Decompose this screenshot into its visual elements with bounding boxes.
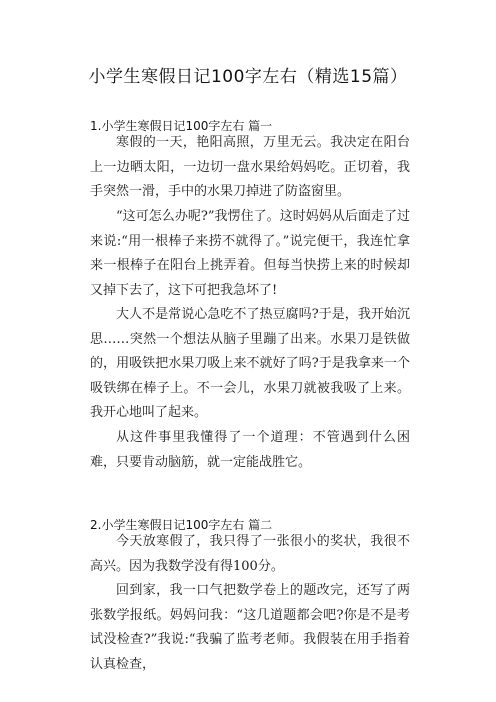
section-2-paragraph-2: 回到家，我一口气把数学卷上的题改完，还写了两张数学报纸。妈妈问我：“这几道题都会吧?你是不是考试没检查?”我说:“我骗了监考老师。我假装在用手指着认真检查，: [90, 583, 410, 672]
document-title: 小学生寒假日记100字左右（精选15篇）: [88, 67, 408, 87]
section-1-paragraph-2: “这可怎么办呢?”我愣住了。这时妈妈从后面走了过来说:“用一根棒子来捞不就得了。”说完便干，我连忙拿来一根棒子在阳台上挑弄着。但每当快捞上来的时候却又掉下去了，这下可把我急坏了!: [90, 209, 410, 298]
section-2-paragraph-1: 今天放寒假了，我只得了一张很小的奖状，我很不高兴。因为我数学没有得100分。: [90, 534, 410, 574]
section-2-heading: 2.小学生寒假日记100字左右 篇二: [90, 518, 273, 532]
section-1-paragraph-4: 从这件事里我懂得了一个道理：不管遇到什么困难，只要肯动脑筋，就一定能战胜它。: [90, 430, 410, 470]
section-1-paragraph-1: 寒假的一天，艳阳高照，万里无云。我决定在阳台上一边晒太阳，一边切一盘水果给妈妈吃。正切着，我手突然一滑，手中的水果刀掉进了防盗窗里。: [90, 135, 410, 199]
section-1-heading: 1.小学生寒假日记100字左右 篇一: [90, 119, 273, 133]
section-1-paragraph-3: 大人不是常说心急吃不了热豆腐吗?于是，我开始沉思……突然一个想法从脑子里蹦了出来。水果刀是铁做的，用吸铁把水果刀吸上来不就好了吗?于是我拿来一个吸铁绑在棒子上。不一会儿，水果刀就被我吸了上来。我开心地叫了起来。: [90, 307, 410, 420]
